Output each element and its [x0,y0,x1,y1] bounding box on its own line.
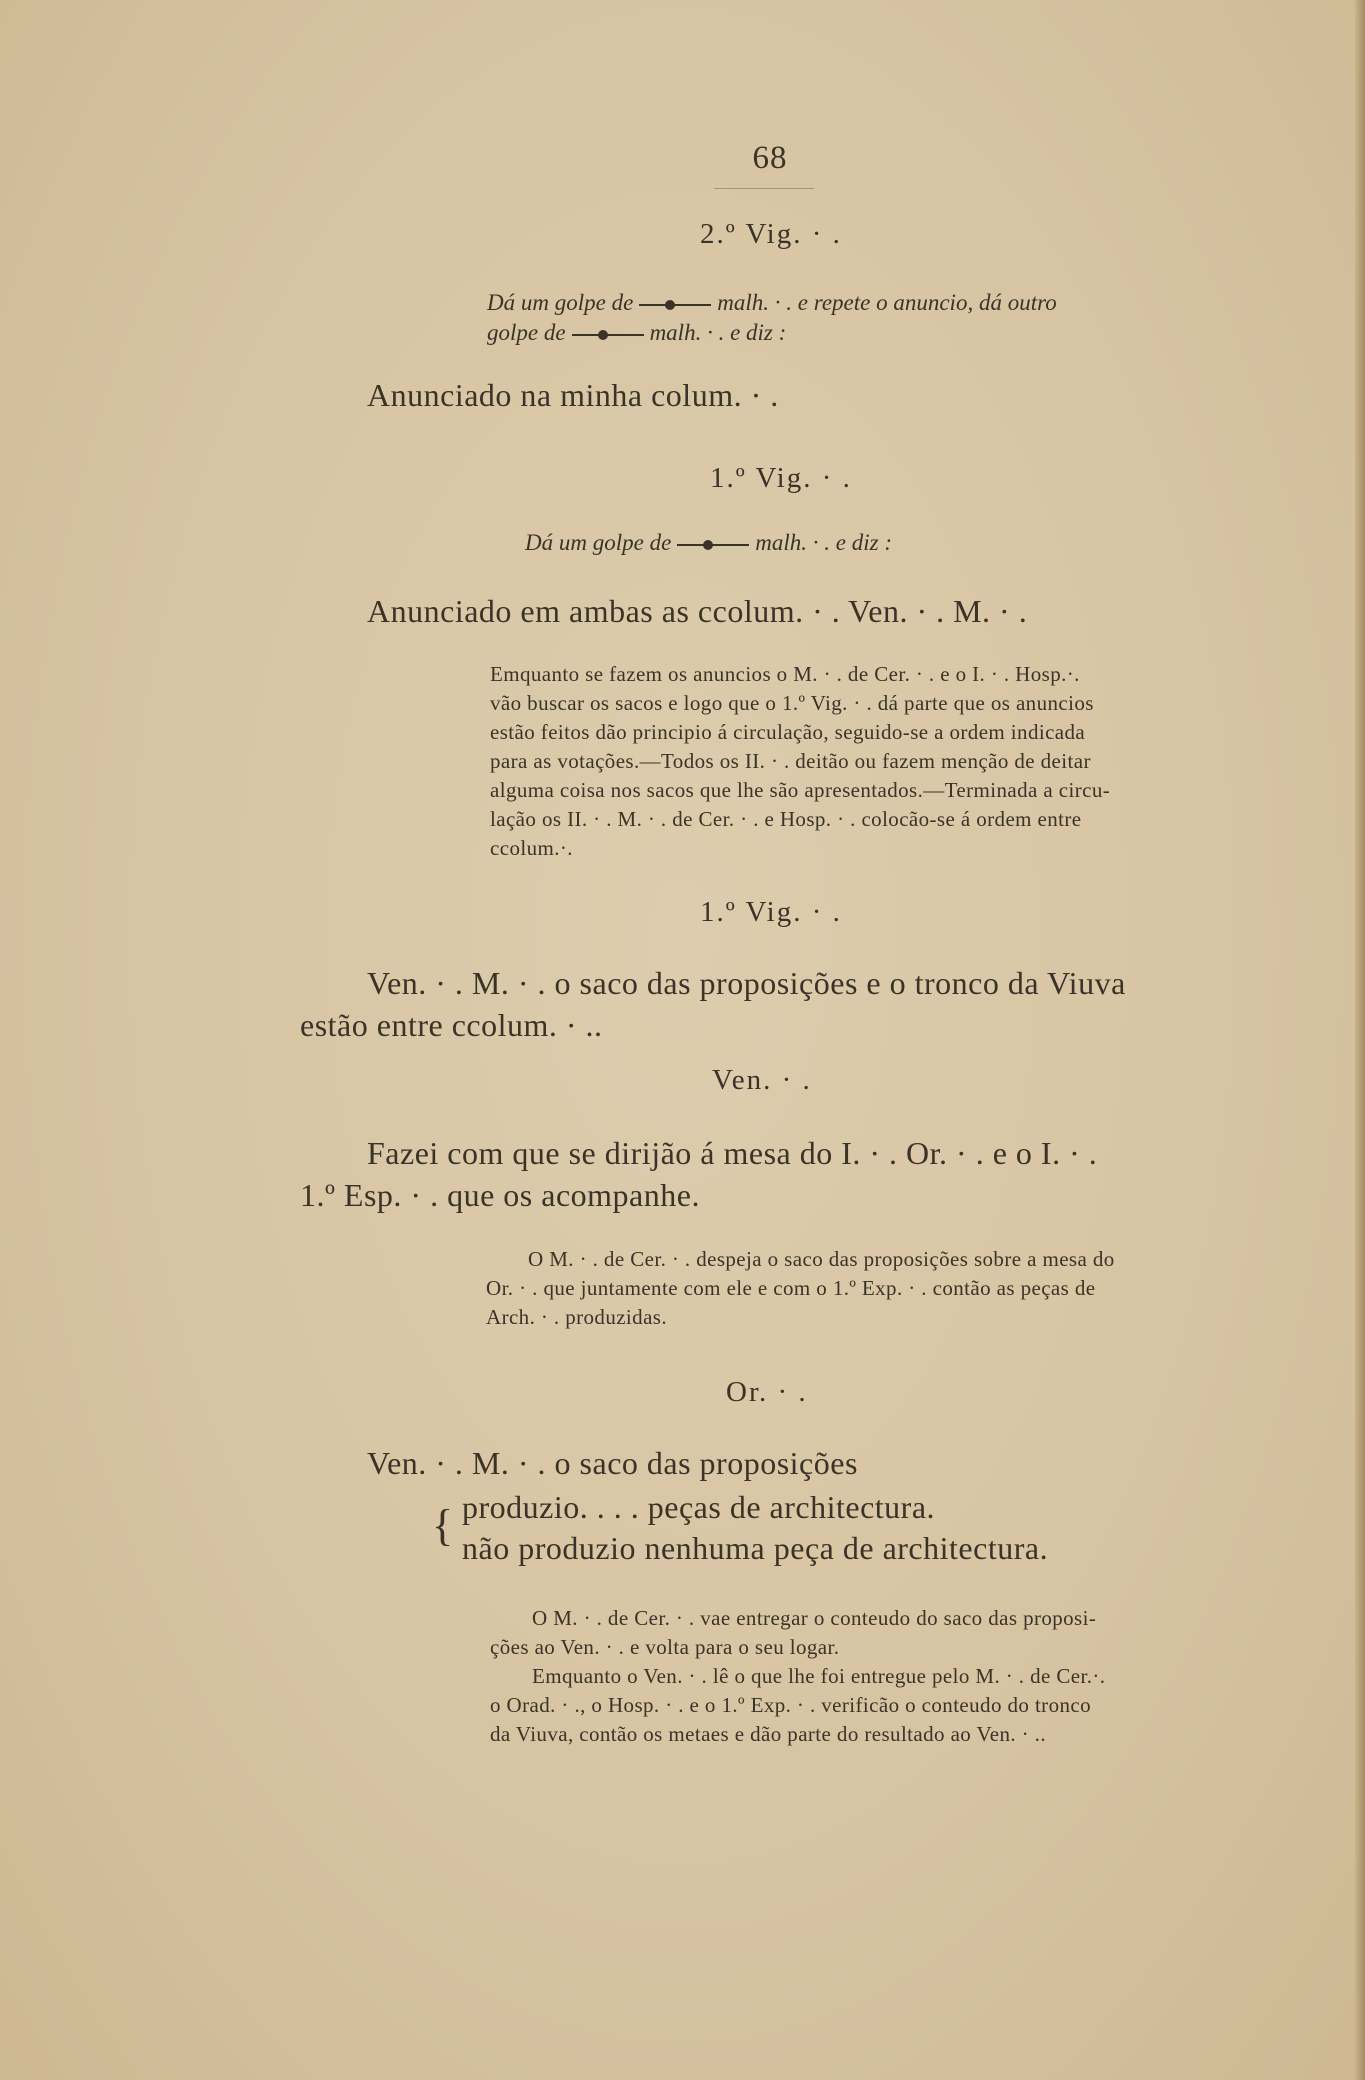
note-line: vão buscar os sacos e logo que o 1.º Vig. · . dá parte que os anuncios [490,691,1094,715]
speech-line: estão entre ccolum. · .. [300,1007,603,1043]
speaker-heading-2nd-vig: 2.º Vig. · . [700,218,842,250]
speech-line: Anunciado na minha colum. · . [367,377,779,413]
page-number: 68 [752,140,788,176]
page-number-rule [714,188,814,189]
brace-icon: { [432,1501,454,1550]
speaker-heading-1st-vig: 1.º Vig. · . [700,896,842,928]
note-line: Emquanto o Ven. · . lê o que lhe foi entregue pelo M. · . de Cer.·. [532,1664,1106,1688]
speech-option: não produzio nenhuma peça de architectura. [462,1530,1049,1566]
stage-text: Dá um golpe de [487,290,634,315]
speech-line: Anunciado em ambas as ccolum. · . Ven. · . M. · . [367,593,1028,629]
stage-direction-2 [525,528,892,558]
note-line: Arch. · . produzidas. [486,1305,668,1329]
note-line: lação os II. · . M. · . de Cer. · . e Hosp. · . colocão-se á ordem entre [490,807,1082,831]
note-paragraph-3 [490,1604,1250,1749]
stage-text: golpe de [487,320,566,345]
note-paragraph-2 [486,1245,1258,1332]
page-edge [1355,0,1365,2080]
stage-text: malh. · . e repete o anuncio, dá outro [717,290,1057,315]
note-line: estão feitos dão principio á circulação, seguido-se a ordem indicada [490,720,1086,744]
note-line: Emquanto se fazem os anuncios o M. · . de Cer. · . e o I. · . Hosp.·. [490,662,1080,686]
speaker-heading-or: Or. · . [726,1376,808,1408]
note-line: O M. · . de Cer. · . vae entregar o conteudo do saco das proposi- [532,1606,1097,1630]
speech-line: Fazei com que se dirijão á mesa do I. · . Or. · . e o I. · . [367,1135,1098,1171]
speech-line: Ven. · . M. · . o saco das proposições e o tronco da Viuva [367,965,1126,1001]
note-line: O M. · . de Cer. · . despeja o saco das proposições sobre a mesa do [528,1247,1115,1271]
speech-line: 1.º Esp. · . que os acompanhe. [300,1177,700,1213]
speech-line: Ven. · . M. · . o saco das proposições [367,1445,858,1481]
stage-text: malh. · . e diz : [649,320,787,345]
stage-direction-1-line-2 [487,318,786,348]
note-line: o Orad. · ., o Hosp. · . e o 1.º Exp. · . verificão o conteudo do tronco [490,1693,1091,1717]
gavel-dash-icon [572,328,644,342]
note-line: alguma coisa nos sacos que lhe são apresentados.—Terminada a circu- [490,778,1111,802]
stage-text: Dá um golpe de [525,530,672,555]
speaker-heading-1st-vig: 1.º Vig. · . [710,462,852,494]
note-line: Or. · . que juntamente com ele e com o 1.º Exp. · . contão as peças de [486,1276,1096,1300]
gavel-dash-icon [677,538,749,552]
stage-direction-1-line-1 [487,288,1057,318]
note-line: da Viuva, contão os metaes e dão parte do resultado ao Ven. · .. [490,1722,1046,1746]
stage-text: malh. · . e diz : [755,530,892,555]
note-line: ccolum.·. [490,836,573,860]
gavel-dash-icon [639,298,711,312]
note-line: para as votações.—Todos os II. · . deitão ou fazem menção de deitar [490,749,1091,773]
note-line: ções ao Ven. · . e volta para o seu logar. [490,1635,840,1659]
speaker-heading-ven: Ven. · . [712,1064,812,1096]
speech-option: produzio. . . . peças de architectura. [462,1489,936,1525]
note-paragraph-1 [490,660,1250,863]
